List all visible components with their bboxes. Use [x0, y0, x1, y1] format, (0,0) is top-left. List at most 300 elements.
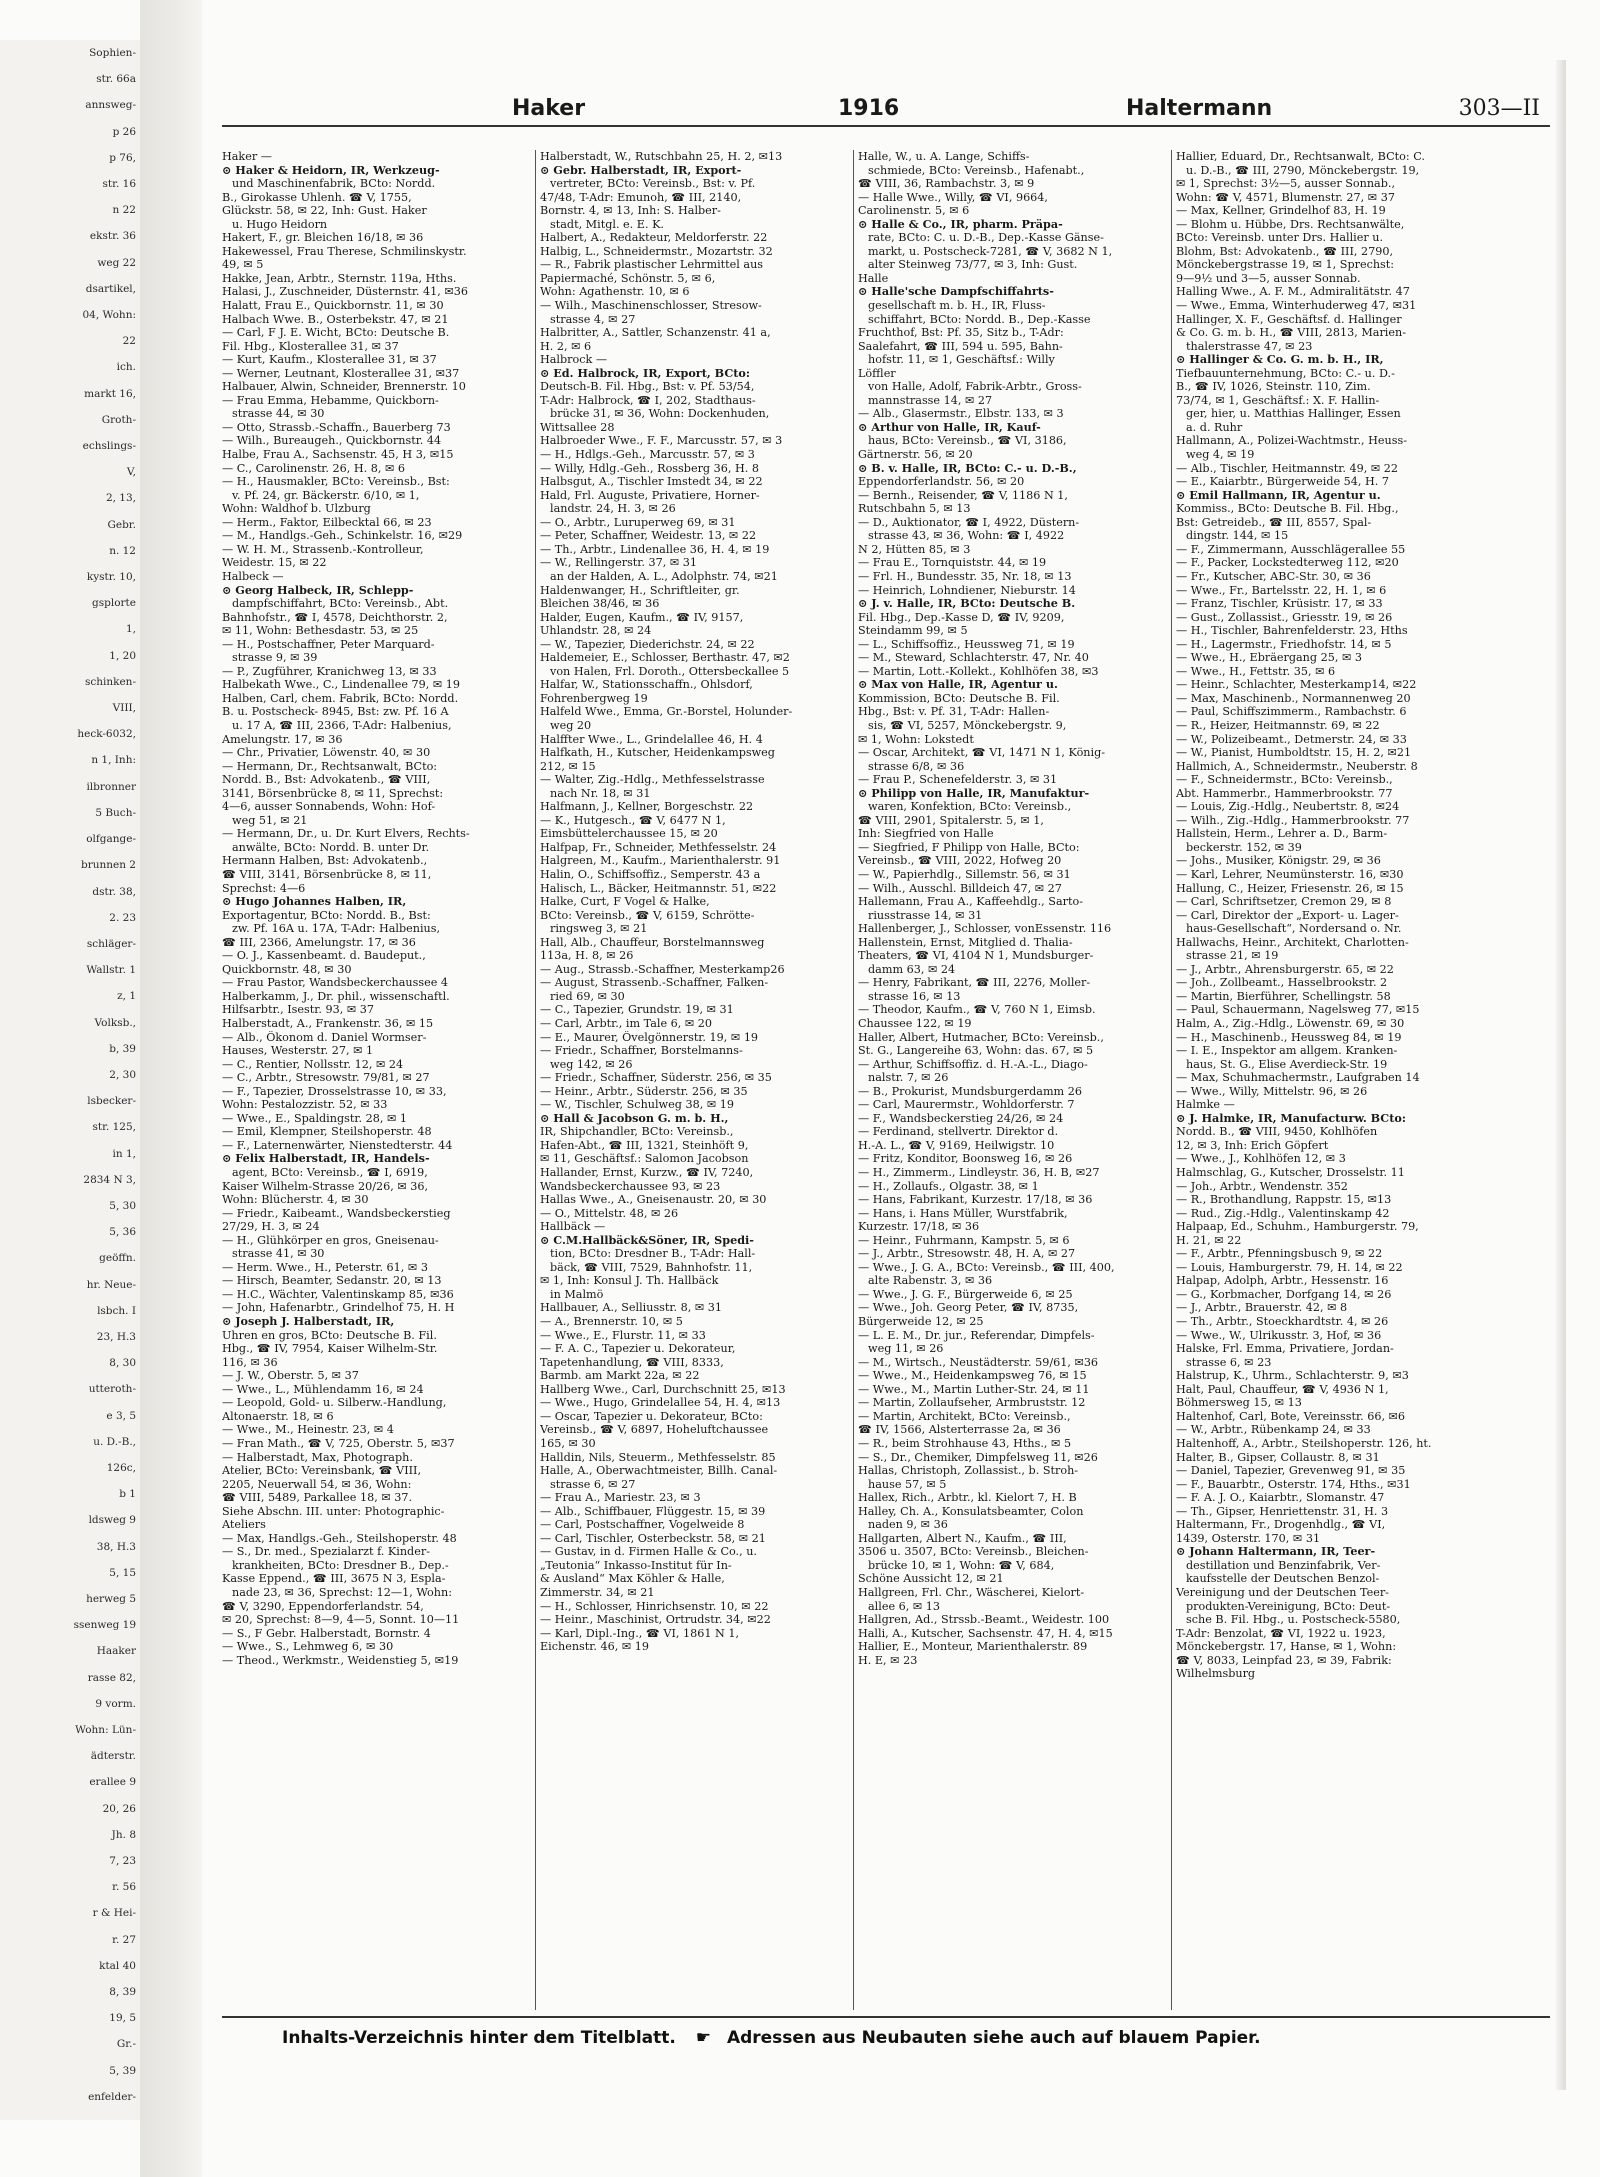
directory-entry-line: Halt, Paul, Chauffeur, ☎ V, 4936 N 1, — [1176, 1382, 1389, 1396]
directory-entry-line: — H., Zollaufs., Olgastr. 38, ✉ 1 — [858, 1179, 1039, 1193]
directory-entry-line: — S., Dr., Chemiker, Dimpfelsweg 11, ✉26 — [858, 1450, 1098, 1464]
directory-entry-line: strasse 43, ✉ 36, Wohn: ☎ I, 4922 — [868, 529, 1065, 543]
directory-entry-line: Böhmersweg 15, ✉ 13 — [1176, 1396, 1302, 1410]
page-edge — [1556, 60, 1566, 2090]
directory-entry-line: gesellschaft m. b. H., IR, Fluss- — [868, 299, 1046, 313]
directory-entry-line: ☎ VIII, 2901, Spitalerstr. 5, ✉ 1, — [858, 813, 1044, 827]
directory-entry-line: Halberstadt, W., Rutschbahn 25, H. 2, ✉13 — [540, 150, 783, 163]
directory-entry-line: — Blohm u. Hübbe, Drs. Rechtsanwälte, — [1176, 217, 1405, 231]
directory-entry-line: Halgreen, M., Kaufm., Marienthalerstr. 91 — [540, 854, 781, 868]
directory-entry-line: tion, BCto: Dresdner B., T-Adr: Hall- — [550, 1247, 756, 1261]
directory-entry-line: — C., Rentier, Nollsstr. 12, ✉ 24 — [222, 1057, 404, 1071]
directory-entry-line: Halle, W., u. A. Lange, Schiffs- — [858, 150, 1030, 163]
directory-entry-line: Hallgreen, Frl. Chr., Wäscherei, Kielort- — [858, 1585, 1085, 1599]
directory-entry-line: Fruchthof, Bst: Pf. 35, Sitz b., T-Adr: — [858, 326, 1064, 340]
directory-entry-line: H. 21, ✉ 22 — [1176, 1233, 1242, 1247]
directory-entry-line: Eimsbüttelerchaussee 15, ✉ 20 — [540, 827, 718, 841]
directory-entry-line: Vereinsb., ☎ VIII, 2022, Hofweg 20 — [858, 854, 1062, 868]
previous-page-line: heck-6032, — [77, 728, 136, 741]
directory-entry-line: Halfar, W., Stationsschaffn., Ohlsdorf, — [540, 678, 753, 692]
previous-page-line: b, 39 — [109, 1042, 136, 1055]
directory-entry-line: brücke 31, ✉ 36, Wohn: Dockenhuden, — [550, 407, 770, 421]
previous-page-line: 22 — [122, 335, 136, 348]
previous-page-line: Jh. 8 — [111, 1828, 136, 1841]
directory-entry-line: — Carl, Tischler, Osterbeckstr. 58, ✉ 21 — [540, 1531, 766, 1545]
directory-entry-line: — C., Arbtr., Stresowstr. 79/81, ✉ 27 — [222, 1071, 430, 1085]
directory-entry-line: 2205, Neuerwall 54, ✉ 36, Wohn: — [222, 1477, 412, 1491]
directory-entry-line: ⊙ Philipp von Halle, IR, Manufaktur- — [858, 786, 1090, 800]
directory-entry-line: — O. J., Kassenbeamt. d. Baudeput., — [222, 949, 426, 963]
directory-entry-line: — K., Hutgesch., ☎ V, 6477 N 1, — [540, 813, 726, 827]
previous-page-line: VIII, — [112, 702, 136, 715]
directory-entry-line: u. 17 A, ☎ III, 2366, T-Adr: Halbenius, — [232, 718, 452, 732]
directory-entry-line: Hallier, Eduard, Dr., Rechtsanwalt, BCto: C. — [1176, 150, 1425, 163]
directory-entry-line: anwälte, BCto: Nordd. B. unter Dr. — [232, 840, 430, 854]
directory-entry-line: Hallenstein, Ernst, Mitglied d. Thalia- — [858, 935, 1073, 949]
directory-entry-line: schmiede, BCto: Vereinsb., Hafenabt., — [868, 163, 1085, 177]
previous-page-line: 5, 39 — [109, 2064, 136, 2077]
directory-entry-line: Theaters, ☎ VI, 4104 N 1, Mundsburger- — [858, 949, 1094, 963]
directory-entry-line: haus, St. G., Elise Averdieck-Str. 19 — [1186, 1057, 1388, 1071]
directory-entry-line: Hald, Frl. Auguste, Privatiere, Horner- — [540, 488, 760, 502]
directory-entry-line: Halke, Curt, F Vogel & Halke, — [540, 895, 710, 909]
directory-entry-line: beckerstr. 152, ✉ 39 — [1186, 840, 1302, 854]
previous-page-line: 04, Wohn: — [82, 309, 136, 322]
directory-entry-line: ✉ 1, Inh: Konsul J. Th. Hallbäck — [540, 1274, 719, 1288]
directory-entry-line: — L. E. M., Dr. jur., Referendar, Dimpfels- — [858, 1328, 1095, 1342]
directory-entry-line: thalerstrasse 47, ✉ 23 — [1186, 339, 1313, 353]
directory-entry-line: und Maschinenfabrik, BCto: Nordd. — [232, 177, 436, 191]
directory-entry-line: — Paul, Schiffszimmerm., Rambachstr. 6 — [1176, 705, 1407, 719]
directory-entry-line: weg 4, ✉ 19 — [1186, 448, 1255, 462]
directory-entry-line: Halder, Eugen, Kaufm., ☎ IV, 9157, — [540, 610, 744, 624]
directory-entry-line: — Wilh., Maschinenschlosser, Stresow- — [540, 299, 762, 313]
previous-page-fragment — [0, 40, 141, 2120]
header-year: 1916 — [838, 96, 900, 121]
previous-page-line: 1, — [125, 623, 136, 636]
directory-entry-line: — J., Arbtr., Stresowstr. 48, H. A, ✉ 27 — [858, 1247, 1076, 1261]
directory-entry-line: Hallas, Christoph, Zollassist., b. Stroh- — [858, 1464, 1079, 1478]
directory-entry-line: T-Adr: Benzolat, ☎ VI, 1922 u. 1923, — [1176, 1626, 1386, 1640]
previous-page-line: 2, 30 — [109, 1068, 136, 1081]
directory-entry-line: H. 2, ✉ 6 — [540, 339, 592, 353]
previous-page-line: 8, 30 — [109, 1357, 136, 1370]
directory-entry-line: — C., Tapezier, Grundstr. 19, ✉ 31 — [540, 1003, 734, 1017]
directory-entry-line: weg 11, ✉ 26 — [868, 1342, 944, 1356]
pointing-hand-icon: ☛ — [695, 2028, 712, 2048]
directory-entry-line: Hallberg Wwe., Carl, Durchschnitt 25, ✉13 — [540, 1382, 786, 1396]
directory-entry-line: Mönckebergstrasse 19, ✉ 1, Sprechst: — [1176, 258, 1395, 272]
directory-entry-line: Halfmann, J., Kellner, Borgeschstr. 22 — [540, 800, 754, 814]
directory-entry-line: — Emil, Klempner, Steilshoperstr. 48 — [222, 1125, 432, 1139]
directory-entry-line: — Wwe., E., Spaldingstr. 28, ✉ 1 — [222, 1111, 407, 1125]
previous-page-line: 9 vorm. — [95, 1697, 136, 1710]
directory-entry-line: — Ferdinand, stellvertr. Direktor d. — [858, 1125, 1059, 1139]
directory-entry-line: — Th., Arbtr., Lindenallee 36, H. 4, ✉ 19 — [540, 542, 770, 556]
previous-page-line: 2, 13, — [105, 492, 136, 505]
directory-entry-line: Hallmann, A., Polizei-Wachtmstr., Heuss- — [1176, 434, 1407, 448]
directory-entry-line: St. G., Langereihe 63, Wohn: das. 67, ✉ 5 — [858, 1044, 1094, 1058]
previous-page-line: p 26 — [112, 125, 136, 138]
previous-page-line: 5 Buch- — [95, 806, 136, 819]
directory-entry-line: strasse 9, ✉ 39 — [232, 651, 318, 665]
directory-entry-line: Halfpap, Fr., Schneider, Methfesselstr. 24 — [540, 840, 777, 854]
directory-entry-line: Hilfsarbtr., Isestr. 93, ✉ 37 — [222, 1003, 375, 1017]
directory-entry-line: ☎ VIII, 3141, Börsenbrücke 8, ✉ 11, — [222, 867, 432, 881]
directory-entry-line: ☎ V, 3290, Eppendorferlandstr. 54, — [222, 1599, 424, 1613]
directory-entry-line: — C., Carolinenstr. 26, H. 8, ✉ 6 — [222, 461, 406, 475]
directory-entry-line: 9—9½ und 3—5, ausser Sonnab. — [1176, 271, 1361, 285]
header-rule — [222, 125, 1550, 127]
directory-entry-line: v. Pf. 24, gr. Bäckerstr. 6/10, ✉ 1, — [232, 488, 420, 502]
directory-entry-line: Hafen-Abt., ☎ III, 1321, Steinhöft 9, — [540, 1138, 749, 1152]
directory-entry-line: — Joh., Zollbeamt., Hasselbrookstr. 2 — [1176, 976, 1388, 990]
previous-page-line: n 22 — [112, 204, 136, 217]
directory-entry-line: Halbritter, A., Sattler, Schanzenstr. 41 a, — [540, 326, 771, 340]
directory-entry-line: brücke 10, ✉ 1, Wohn: ☎ V, 684, — [868, 1558, 1055, 1572]
directory-entry-line: Saalefahrt, ☎ III, 594 u. 595, Bahn- — [858, 339, 1063, 353]
directory-entry-line: markt, u. Postscheck-7281, ☎ V, 3682 N 1, — [868, 244, 1113, 258]
directory-entry-line: — Fr., Kutscher, ABC-Str. 30, ✉ 36 — [1176, 569, 1371, 583]
directory-entry-line: alte Rabenstr. 3, ✉ 36 — [868, 1274, 993, 1288]
directory-entry-line: Löffler — [858, 366, 896, 380]
directory-entry-line: — Herm. Wwe., H., Peterstr. 61, ✉ 3 — [222, 1260, 428, 1274]
directory-entry-line: — Martin, Lott.-Kollekt., Kohlhöfen 38, ✉3 — [858, 664, 1099, 678]
directory-entry-line: — F., Bauarbtr., Osterstr. 174, Hths., ✉31 — [1176, 1477, 1411, 1491]
directory-entry-line: Bleichen 38/46, ✉ 36 — [540, 597, 660, 611]
directory-entry-line: — Th., Arbtr., Stoeckhardtstr. 4, ✉ 26 — [1176, 1315, 1389, 1329]
directory-entry-line: — Heinr., Schlachter, Mesterkamp14, ✉22 — [1176, 678, 1417, 692]
directory-entry-line: & Ausland“ Max Köhler & Halle, — [540, 1572, 725, 1586]
directory-entry-line: — Arthur, Schiffsoffiz. d. H.-A.-L., Diago- — [858, 1057, 1088, 1071]
directory-entry-line: Hallgarten, Albert N., Kaufm., ☎ III, — [858, 1531, 1067, 1545]
previous-page-line: gsplorte — [92, 597, 136, 610]
directory-entry-line: — Walter, Zig.-Hdlg., Methfesselstrasse — [540, 773, 765, 787]
directory-column-3 — [858, 150, 1168, 2010]
directory-entry-line: ⊙ Haker & Heidorn, IR, Werkzeug- — [222, 163, 440, 177]
previous-page-line: n 1, Inh: — [91, 754, 136, 767]
directory-entry-line: — Siegfried, F Philipp von Halle, BCto: — [858, 840, 1080, 854]
previous-page-line: rasse 82, — [87, 1671, 136, 1684]
directory-entry-line: Halbach Wwe. B., Osterbekstr. 47, ✉ 21 — [222, 312, 449, 326]
directory-entry-line: — Alb., Schiffbauer, Flüggestr. 15, ✉ 39 — [540, 1504, 766, 1518]
directory-entry-line: Halbroeder Wwe., F. F., Marcusstr. 57, ✉ 3 — [540, 434, 783, 448]
directory-entry-line: Glückstr. 58, ✉ 22, Inh: Gust. Haker — [222, 204, 427, 218]
directory-entry-line: 165, ✉ 30 — [540, 1436, 596, 1450]
directory-entry-line: — W., Tischler, Schulweg 38, ✉ 19 — [540, 1098, 734, 1112]
previous-page-line: lsbch. I — [97, 1304, 136, 1317]
previous-page-line: 5, 36 — [109, 1226, 136, 1239]
directory-entry-line: ☎ VIII, 5489, Parkallee 18, ✉ 37. — [222, 1491, 413, 1505]
directory-entry-line: — Wilh., Ausschl. Billdeich 47, ✉ 27 — [858, 881, 1062, 895]
directory-entry-line: Kommission, BCto: Deutsche B. Fil. — [858, 691, 1060, 705]
directory-entry-line: ⊙ C.M.Hallbäck&Söner, IR, Spedi- — [540, 1233, 754, 1247]
directory-entry-line: Nordd. B., Bst: Advokatenb., ☎ VIII, — [222, 773, 431, 787]
directory-entry-line: — Franz, Tischler, Krüsistr. 17, ✉ 33 — [1176, 597, 1383, 611]
directory-entry-line: — Wwe., J. G. A., BCto: Vereinsb., ☎ III, 400, — [858, 1260, 1115, 1274]
page-footer — [282, 2028, 1502, 2058]
directory-entry-line: Halpap, Adolph, Arbtr., Hessenstr. 16 — [1176, 1274, 1389, 1288]
directory-entry-line: — Wwe., E., Flurstr. 11, ✉ 33 — [540, 1328, 706, 1342]
directory-entry-line: Kaiser Wilhelm-Strasse 20/26, ✉ 36, — [222, 1179, 429, 1193]
directory-entry-line: 212, ✉ 15 — [540, 759, 596, 773]
previous-page-line: brunnen 2 — [80, 859, 136, 872]
previous-page-line: b 1 — [119, 1488, 136, 1501]
directory-entry-line: kaufsstelle der Deutschen Benzol- — [1186, 1572, 1380, 1586]
previous-page-line: lsbecker- — [87, 1095, 136, 1108]
directory-entry-line: — Martin, Bierführer, Schellingstr. 58 — [1176, 989, 1391, 1003]
previous-page-line: str. 66a — [96, 73, 136, 86]
directory-entry-line: Haller, Albert, Hutmacher, BCto: Vereinsb., — [858, 1030, 1104, 1044]
directory-entry-line: ⊙ Emil Hallmann, IR, Agentur u. — [1176, 488, 1381, 502]
directory-entry-line: B., Girokasse Uhlenh. ☎ V, 1755, — [222, 190, 412, 204]
directory-entry-line: Hallenberger, J., Schlosser, vonEssenstr. 116 — [858, 922, 1112, 936]
directory-column-1 — [222, 150, 532, 2010]
directory-entry-line: — Th., Gipser, Henriettenstr. 31, H. 3 — [1176, 1504, 1389, 1518]
directory-entry-line: — Carl, Postschaffner, Vogelweide 8 — [540, 1518, 745, 1532]
directory-entry-line: Haltenhoff, A., Arbtr., Steilshoperstr. 126, ht. — [1176, 1436, 1432, 1450]
directory-entry-line: — M., Handlgs.-Geh., Schinkelstr. 16, ✉29 — [222, 529, 463, 543]
directory-entry-line: Halben, Carl, chem. Fabrik, BCto: Nordd. — [222, 691, 459, 705]
directory-entry-line: Amelungstr. 17, ✉ 36 — [222, 732, 343, 746]
directory-entry-line: ⊙ B. v. Halle, IR, BCto: C.- u. D.-B., — [858, 461, 1077, 475]
previous-page-line: ktal 40 — [99, 1959, 136, 1972]
directory-entry-line: Hbg., ☎ IV, 7954, Kaiser Wilhelm-Str. — [222, 1342, 438, 1356]
previous-page-line: hr. Neue- — [86, 1278, 136, 1291]
directory-entry-line: — Martin, Architekt, BCto: Vereinsb., — [858, 1409, 1071, 1423]
directory-entry-line: 12, ✉ 3, Inh: Erich Göpfert — [1176, 1138, 1329, 1152]
directory-entry-line: 1439, Osterstr. 170, ✉ 31 — [1176, 1531, 1321, 1545]
directory-entry-line: sis, ☎ VI, 5257, Mönckebergstr. 9, — [868, 718, 1067, 732]
directory-entry-line: ⊙ J. Halmke, IR, Manufacturw. BCto: — [1176, 1111, 1406, 1125]
directory-entry-line: — J., Arbtr., Brauerstr. 42, ✉ 8 — [1176, 1301, 1348, 1315]
directory-entry-line: — W. H. M., Strassenb.-Kontrolleur, — [222, 542, 424, 556]
previous-page-line: erallee 9 — [89, 1776, 136, 1789]
directory-entry-line: — D., Auktionator, ☎ I, 4922, Düstern- — [858, 515, 1080, 529]
directory-entry-line: Halmke — — [1176, 1098, 1235, 1112]
directory-entry-line: Schöne Aussicht 12, ✉ 21 — [858, 1572, 1004, 1586]
directory-entry-line: Bürgerweide 12, ✉ 25 — [858, 1315, 984, 1329]
directory-entry-line: Hall, Alb., Chauffeur, Borstelmannsweg — [540, 935, 765, 949]
directory-entry-line: — Martin, Zollaufseher, Armbruststr. 12 — [858, 1396, 1086, 1410]
directory-entry-line: waren, Konfektion, BCto: Vereinsb., — [868, 800, 1072, 814]
directory-entry-line: schiffahrt, BCto: Nordd. B., Dep.-Kasse — [868, 312, 1091, 326]
directory-entry-line: Deutsch-B. Fil. Hbg., Bst: v. Pf. 53/54, — [540, 380, 755, 394]
directory-entry-line: ried 69, ✉ 30 — [550, 989, 625, 1003]
directory-entry-line: 73/74, ✉ 1, Geschäftsf.: X. F. Hallin- — [1176, 393, 1380, 407]
directory-entry-line: — P., Zugführer, Kranichweg 13, ✉ 33 — [222, 664, 437, 678]
directory-entry-line: Haltermann, Fr., Drogenhdlg., ☎ VI, — [1176, 1518, 1386, 1532]
previous-page-line: enfelder- — [88, 2090, 136, 2103]
directory-entry-line: Hallander, Ernst, Kurzw., ☎ IV, 7240, — [540, 1166, 754, 1180]
previous-page-line: V, — [126, 466, 136, 479]
directory-entry-line: Nordd. B., ☎ VIII, 9450, Kohlhöfen — [1176, 1125, 1378, 1139]
directory-entry-line: — Hirsch, Beamter, Sedanstr. 20, ✉ 13 — [222, 1274, 442, 1288]
directory-entry-line: — Frau P., Schenefelderstr. 3, ✉ 31 — [858, 773, 1058, 787]
directory-entry-line: Wohn: Pestalozzistr. 52, ✉ 33 — [222, 1098, 388, 1112]
directory-entry-line: Hallung, C., Heizer, Friesenstr. 26, ✉ 15 — [1176, 881, 1404, 895]
previous-page-line: 2. 23 — [109, 911, 136, 924]
directory-entry-line: u. D.-B., ☎ III, 2790, Mönckebergstr. 19, — [1186, 163, 1420, 177]
directory-entry-line: 47/48, T-Adr: Emunoh, ☎ III, 2140, — [540, 190, 742, 204]
directory-entry-line: ✉ 11, Geschäftsf.: Salomon Jacobson — [540, 1152, 749, 1166]
directory-entry-line: Hallex, Rich., Arbtr., kl. Kielort 7, H. B — [858, 1491, 1077, 1505]
directory-entry-line: — Wilh., Zig.-Hdlg., Hammerbrookstr. 77 — [1176, 813, 1410, 827]
directory-entry-line: — J. W., Oberstr. 5, ✉ 37 — [222, 1369, 359, 1383]
directory-entry-line: — F., Tapezier, Drosselstrasse 10, ✉ 33, — [222, 1084, 447, 1098]
directory-entry-line: agent, BCto: Vereinsb., ☎ I, 6919, — [232, 1166, 428, 1180]
directory-entry-line: Hallwachs, Heinr., Architekt, Charlotten- — [1176, 935, 1409, 949]
directory-entry-line: Halbauer, Alwin, Schneider, Brennerstr. 10 — [222, 380, 466, 394]
directory-entry-line: B. u. Postscheck- 8945, Bst: zw. Pf. 16 A — [222, 705, 449, 719]
directory-entry-line: — Louis, Hamburgerstr. 79, H. 14, ✉ 22 — [1176, 1260, 1403, 1274]
column-divider — [1171, 150, 1172, 2010]
previous-page-line: markt 16, — [84, 387, 136, 400]
directory-entry-line: Halfkath, H., Kutscher, Heidenkampsweg — [540, 746, 775, 760]
directory-entry-line: von Halen, Frl. Doroth., Ottersbeckallee 5 — [550, 664, 790, 678]
directory-entry-line: — G., Korbmacher, Dorfgang 14, ✉ 26 — [1176, 1287, 1392, 1301]
directory-entry-line: Hallinger, X. F., Geschäftsf. d. Hallinger — [1176, 312, 1402, 326]
directory-entry-line: Ateliers — [222, 1518, 266, 1532]
directory-entry-line: — Wwe., Emma, Winterhuderweg 47, ✉31 — [1176, 299, 1417, 313]
directory-entry-line: BCto: Vereinsb., ☎ V, 6159, Schrötte- — [540, 908, 755, 922]
directory-entry-line: ⊙ Joseph J. Halberstadt, IR, — [222, 1315, 395, 1329]
directory-entry-line: zw. Pf. 16A u. 17A, T-Adr: Halbenius, — [232, 922, 441, 936]
directory-entry-line: stadt, Mitgl. e. E. K. — [550, 217, 664, 231]
page-number: 303—II — [1458, 96, 1540, 121]
directory-entry-line: Gärtnerstr. 56, ✉ 20 — [858, 448, 973, 462]
directory-entry-line: — H., Schlosser, Hinrichsenstr. 10, ✉ 22 — [540, 1599, 769, 1613]
directory-entry-line: — Halle Wwe., Willy, ☎ VI, 9664, — [858, 190, 1048, 204]
directory-entry-line: — Friedr., Kaibeamt., Wandsbeckerstieg — [222, 1206, 451, 1220]
directory-entry-line: alter Steinweg 73/77, ✉ 3, Inh: Gust. — [868, 258, 1078, 272]
directory-entry-line: T-Adr: Halbrock, ☎ I, 202, Stadthaus- — [540, 393, 756, 407]
directory-entry-line: — Max, Schuhmachermstr., Laufgraben 14 — [1176, 1071, 1420, 1085]
previous-page-line: str. 125, — [92, 1121, 136, 1134]
directory-entry-line: — Gustav, in d. Firmen Halle & Co., u. — [540, 1545, 757, 1559]
directory-entry-line: weg 142, ✉ 26 — [550, 1057, 633, 1071]
directory-entry-line: Halbrock — — [540, 353, 608, 367]
previous-page-line: schläger- — [86, 937, 136, 950]
previous-page-line: 126c, — [106, 1461, 136, 1474]
directory-entry-line: Barmb. am Markt 22a, ✉ 22 — [540, 1369, 700, 1383]
directory-entry-line: ☎ III, 2366, Amelungstr. 17, ✉ 36 — [222, 935, 416, 949]
directory-entry-line: — H.C., Wächter, Valentinskamp 85, ✉36 — [222, 1287, 454, 1301]
directory-entry-line: Altonaerstr. 18, ✉ 6 — [222, 1409, 334, 1423]
directory-entry-line: Halfeld Wwe., Emma, Gr.-Borstel, Holunder- — [540, 705, 793, 719]
previous-page-line: in 1, — [112, 1147, 136, 1160]
directory-entry-line: 3506 u. 3507, BCto: Vereinsb., Bleichen- — [858, 1545, 1089, 1559]
directory-entry-line: Halle — [858, 271, 889, 285]
previous-page-line: Sophien- — [89, 47, 136, 59]
directory-entry-line: — Peter, Schaffner, Weidestr. 13, ✉ 22 — [540, 529, 757, 543]
directory-entry-line: Exportagentur, BCto: Nordd. B., Bst: — [222, 908, 431, 922]
directory-entry-line: 49, ✉ 5 — [222, 258, 264, 272]
directory-entry-line: Zimmerstr. 34, ✉ 21 — [540, 1585, 655, 1599]
directory-entry-line: H.-A. L., ☎ V, 9169, Heilwigstr. 10 — [858, 1138, 1055, 1152]
directory-entry-line: — Herm., Faktor, Eilbecktal 66, ✉ 23 — [222, 515, 432, 529]
directory-entry-line: — F., Laternenwärter, Nienstedterstr. 44 — [222, 1138, 453, 1152]
directory-entry-line: — John, Hafenarbtr., Grindelhof 75, H. H — [222, 1301, 455, 1315]
directory-entry-line: — Joh., Arbtr., Wendenstr. 352 — [1176, 1179, 1348, 1193]
previous-page-line: p 76, — [109, 151, 136, 164]
directory-entry-line: — F. A. C., Tapezier u. Dekorateur, — [540, 1342, 736, 1356]
directory-entry-line: strasse 16, ✉ 13 — [868, 989, 961, 1003]
directory-entry-line: — Alb., Ökonom d. Daniel Wormser- — [222, 1030, 427, 1044]
directory-entry-line: dampfschiffahrt, BCto: Vereinsb., Abt. — [232, 597, 449, 611]
book-gutter — [140, 0, 202, 2177]
directory-entry-line: H. E, ✉ 23 — [858, 1653, 918, 1667]
directory-entry-line: — S., Dr. med., Spezialarzt f. Kinder- — [222, 1545, 430, 1559]
directory-entry-line: Kurzestr. 17/18, ✉ 36 — [858, 1220, 980, 1234]
directory-entry-line: — Carl, Arbtr., im Tale 6, ✉ 20 — [540, 1017, 713, 1030]
directory-entry-line: — Carl, F J. E. Wicht, BCto: Deutsche B. — [222, 326, 450, 340]
directory-entry-line: Halter, B., Gipser, Collaustr. 8, ✉ 31 — [1176, 1450, 1380, 1464]
directory-entry-line: — H., Lagermstr., Friedhofstr. 14, ✉ 5 — [1176, 637, 1392, 651]
directory-entry-line: — Otto, Strassb.-Schaffn., Bauerberg 73 — [222, 420, 451, 434]
directory-entry-line: strasse 44, ✉ 30 — [232, 407, 325, 421]
directory-entry-line: Hallgren, Ad., Strssb.-Beamt., Weidestr. 100 — [858, 1613, 1110, 1627]
directory-entry-line: destillation und Benzinfabrik, Ver- — [1186, 1558, 1381, 1572]
directory-entry-line: landstr. 24, H. 3, ✉ 26 — [550, 502, 676, 516]
directory-entry-line: — H., Postschaffner, Peter Marquard- — [222, 637, 435, 651]
previous-page-line: Gr.- — [116, 2038, 136, 2051]
directory-entry-line: — O., Mittelstr. 48, ✉ 26 — [540, 1206, 679, 1220]
directory-entry-line: — Wwe., W., Ulrikusstr. 3, Hof, ✉ 36 — [1176, 1328, 1382, 1342]
directory-entry-line: ⊙ Hall & Jacobson G. m. b. H., — [540, 1111, 729, 1125]
directory-entry-line: ⊙ Johann Haltermann, IR, Teer- — [1176, 1545, 1376, 1559]
directory-entry-line: — Karl, Lehrer, Neumünsterstr. 16, ✉30 — [1176, 867, 1404, 881]
directory-entry-line: Halasi, J., Zuschneider, Düsternstr. 41, ✉36 — [222, 285, 469, 299]
directory-entry-line: Haltenhof, Carl, Bote, Vereinsstr. 66, ✉6 — [1176, 1409, 1406, 1423]
directory-entry-line: mannstrasse 14, ✉ 27 — [868, 393, 993, 407]
directory-entry-line: — Carl, Schriftsetzer, Cremon 29, ✉ 8 — [1176, 895, 1392, 909]
directory-entry-line: „Teutonia“ Inkasso-Institut für In- — [540, 1558, 732, 1572]
previous-page-line: ich. — [116, 361, 136, 374]
directory-entry-line: — Paul, Schauermann, Nagelsweg 77, ✉15 — [1176, 1003, 1420, 1017]
directory-entry-line: — W., Tapezier, Diederichstr. 24, ✉ 22 — [540, 637, 755, 651]
directory-entry-line: Halatt, Frau E., Quickbornstr. 11, ✉ 30 — [222, 299, 444, 313]
directory-entry-line: Halberkamm, J., Dr. phil., wissenschaftl. — [222, 989, 450, 1003]
directory-entry-line: — Kurt, Kaufm., Klosterallee 31, ✉ 37 — [222, 353, 437, 367]
previous-page-line: dstr. 38, — [92, 885, 136, 898]
header-first-entry: Haker — [512, 96, 586, 121]
directory-entry-line: dingstr. 144, ✉ 15 — [1186, 529, 1289, 543]
directory-entry-line: — Gust., Zollassist., Griesstr. 19, ✉ 26 — [1176, 610, 1393, 624]
directory-entry-line: Wittsallee 28 — [540, 420, 615, 434]
directory-entry-line: Hallmich, A., Schneidermstr., Neuberstr. 8 — [1176, 759, 1418, 773]
directory-entry-line: — Hans, Fabrikant, Kurzestr. 17/18, ✉ 36 — [858, 1193, 1093, 1207]
directory-entry-line: Halling Wwe., A. F. M., Admiralitätstr. 47 — [1176, 285, 1410, 299]
directory-entry-line: IR, Shipchandler, BCto: Vereinsb., — [540, 1125, 734, 1139]
previous-page-line: Wallstr. 1 — [86, 964, 136, 977]
directory-entry-line: u. Hugo Heidorn — [232, 217, 328, 231]
directory-entry-line: Wilhelmsburg — [1176, 1667, 1256, 1681]
directory-entry-line: Wohn: Blücherstr. 4, ✉ 30 — [222, 1193, 369, 1207]
previous-page-line: ädterstr. — [90, 1750, 136, 1763]
directory-entry-line: a. d. Ruhr — [1186, 420, 1243, 434]
previous-page-line: 1, 20 — [109, 649, 136, 662]
directory-entry-line: Fohrenbergweg 19 — [540, 691, 648, 705]
directory-entry-line: — J., Arbtr., Ahrensburgerstr. 65, ✉ 22 — [1176, 962, 1394, 976]
directory-entry-line: — Max, Handlgs.-Geh., Steilshoperstr. 48 — [222, 1531, 457, 1545]
directory-entry-line: Bst: Getreideb., ☎ III, 8557, Spal- — [1176, 515, 1372, 529]
previous-page-line: ilbronner — [86, 780, 136, 793]
directory-entry-line: Halbe, Frau A., Sachsenstr. 45, H 3, ✉15 — [222, 448, 454, 462]
directory-entry-line: — Hermann, Dr., u. Dr. Kurt Elvers, Rechts- — [222, 827, 470, 841]
directory-entry-line: Blohm, Bst: Advokatenb., ☎ III, 2790, — [1176, 244, 1394, 258]
directory-entry-line: & Co. G. m. b. H., ☎ VIII, 2813, Marien- — [1176, 326, 1406, 340]
